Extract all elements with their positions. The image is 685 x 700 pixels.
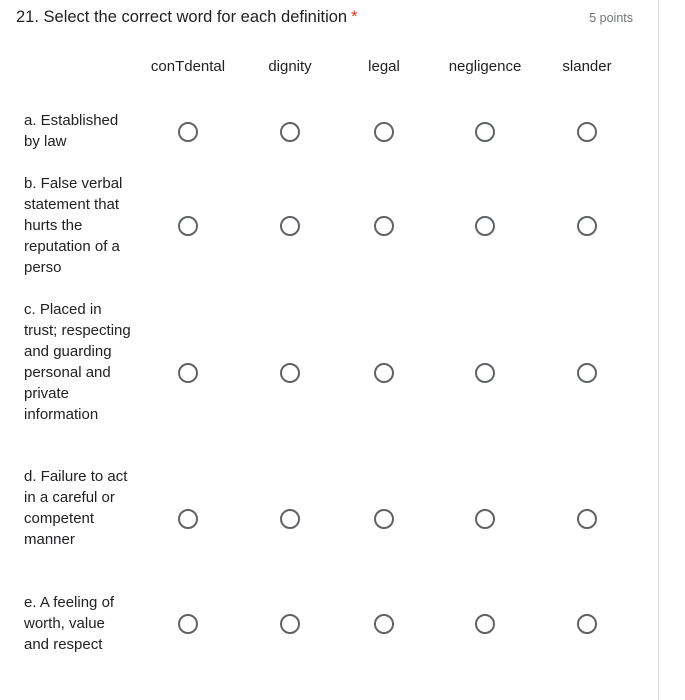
radio-d-negligence[interactable]	[475, 509, 495, 529]
radio-c-legal[interactable]	[374, 363, 394, 383]
radio-d-slander[interactable]	[577, 509, 597, 529]
radio-a-confidential[interactable]	[178, 122, 198, 142]
radio-c-confidential[interactable]	[178, 363, 198, 383]
row-label-e: e. A feeling of worth, value and respect	[24, 594, 115, 653]
radio-a-legal[interactable]	[374, 122, 394, 142]
points-label: 5 points	[589, 11, 633, 25]
radio-a-slander[interactable]	[577, 122, 597, 142]
required-asterisk: *	[351, 8, 358, 26]
row-label-c: c. Placed in trust; respecting and guarding personal and private information	[24, 301, 131, 423]
radio-d-confidential[interactable]	[178, 509, 198, 529]
radio-a-negligence[interactable]	[475, 122, 495, 142]
radio-a-dignity[interactable]	[280, 122, 300, 142]
column-header-legal: legal	[368, 58, 400, 75]
column-header-slander: slander	[562, 58, 612, 75]
question-header	[16, 6, 648, 28]
radio-e-negligence[interactable]	[475, 614, 495, 634]
radio-e-slander[interactable]	[577, 614, 597, 634]
radio-d-dignity[interactable]	[280, 509, 300, 529]
radio-b-dignity[interactable]	[280, 216, 300, 236]
radio-c-negligence[interactable]	[475, 363, 495, 383]
radio-c-dignity[interactable]	[280, 363, 300, 383]
radio-e-legal[interactable]	[374, 614, 394, 634]
row-label-b: b. False verbal statement that hurts the reputation of a perso	[24, 175, 123, 276]
radio-e-confidential[interactable]	[178, 614, 198, 634]
question-title-text: 21. Select the correct word for each definition	[16, 8, 348, 26]
card-edge-divider	[658, 0, 685, 700]
column-header-dignity: dignity	[268, 58, 312, 75]
column-header-negligence: negligence	[448, 58, 522, 75]
radio-b-slander[interactable]	[577, 216, 597, 236]
radio-d-legal[interactable]	[374, 509, 394, 529]
radio-b-legal[interactable]	[374, 216, 394, 236]
row-label-a: a. Established by law	[24, 112, 119, 150]
question-title	[16, 6, 358, 28]
radio-c-slander[interactable]	[577, 363, 597, 383]
radio-b-negligence[interactable]	[475, 216, 495, 236]
row-label-d: d. Failure to act in a careful or competent manner	[24, 468, 128, 548]
column-header-confidential: conTdental	[150, 58, 226, 75]
radio-b-confidential[interactable]	[178, 216, 198, 236]
radio-e-dignity[interactable]	[280, 614, 300, 634]
